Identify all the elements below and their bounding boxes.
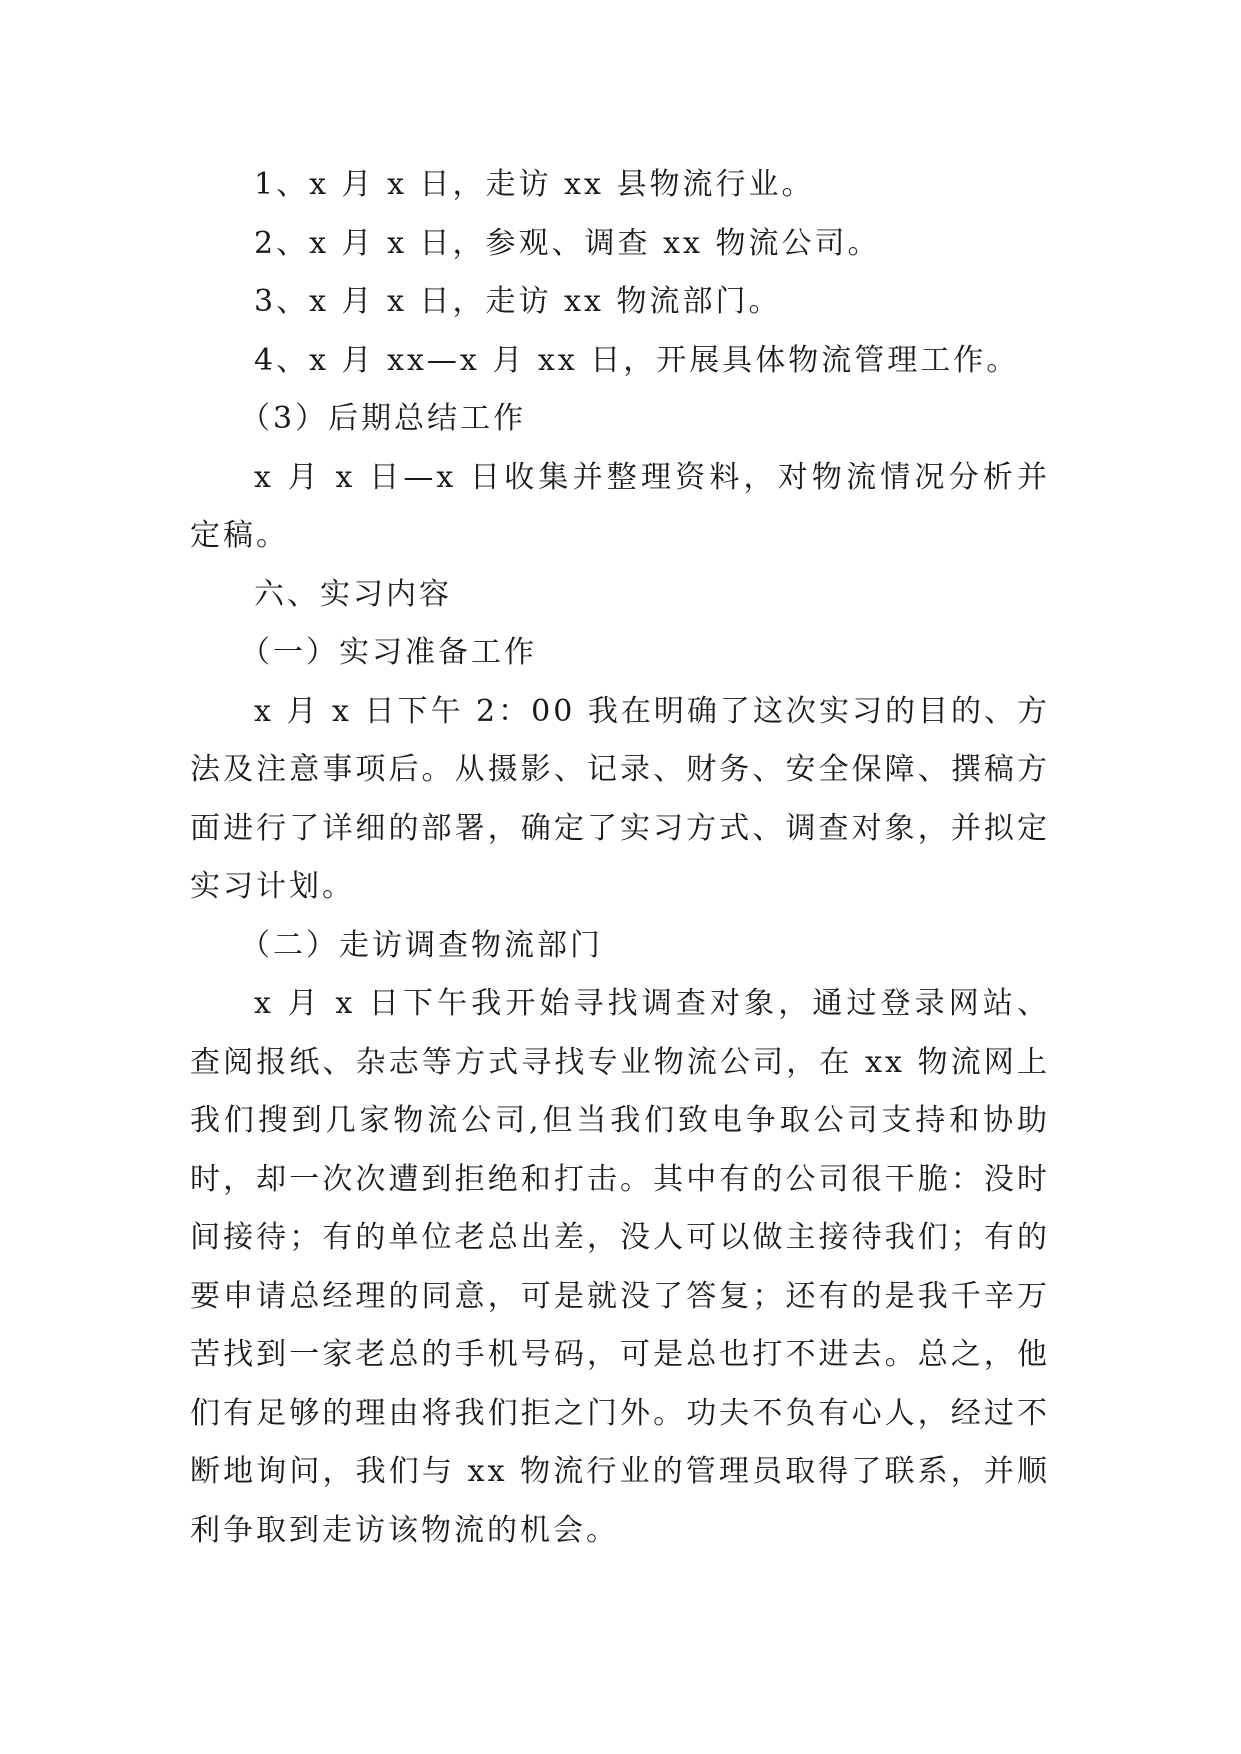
section-heading-internship-content: 六、实习内容 — [254, 576, 452, 612]
paragraph-summary: x 月 x 日—x 日收集并整理资料，对物流情况分析并定稿。 — [190, 459, 1050, 553]
list-item-visit-county: 1、x 月 x 日，走访 xx 县物流行业。 — [254, 167, 815, 202]
list-item-visit-department: 3、x 月 x 日，走访 xx 物流部门。 — [254, 284, 782, 319]
document-body — [190, 156, 1050, 1560]
paragraph-visit-investigation: x 月 x 日下午我开始寻找调查对象，通过登录网站、查阅报纸、杂志等方式寻找专业物流公司，在 xx 物流网上我们搜到几家物流公司,但当我们致电争取公司支持和协助时，却一次次遭到拒绝和打击。其中有的公司很干脆：没时间接待；有的单位老总出差，没人可以做主接待我们；有的要申请总经理的同意，可是就没了答复；还有的是我千辛万苦找到一家老总的手机号码，可是总也打不进去。总之，他们有足够的理由将我们拒之门外。功夫不负有心人，经过不断地询问，我们与 xx 物流行业的管理员取得了联系，并顺利争取到走访该物流的机会。 — [190, 986, 1050, 1548]
paragraph-preparation: x 月 x 日下午 2：00 我在明确了这次实习的目的、方法及注意事项后。从摄影、记录、财务、安全保障、撰稿方面进行了详细的部署，确定了实习方式、调查对象，并拟定实习计划。 — [190, 693, 1050, 904]
subheading-visit-investigation: （二）走访调查物流部门 — [240, 927, 603, 963]
list-item-management-work: 4、x 月 xx—x 月 xx 日，开展具体物流管理工作。 — [254, 342, 1020, 378]
list-item-visit-company: 2、x 月 x 日，参观、调查 xx 物流公司。 — [254, 225, 881, 261]
subheading-summary-work: （3）后期总结工作 — [240, 401, 527, 436]
subheading-preparation: （一）实习准备工作 — [240, 635, 537, 670]
